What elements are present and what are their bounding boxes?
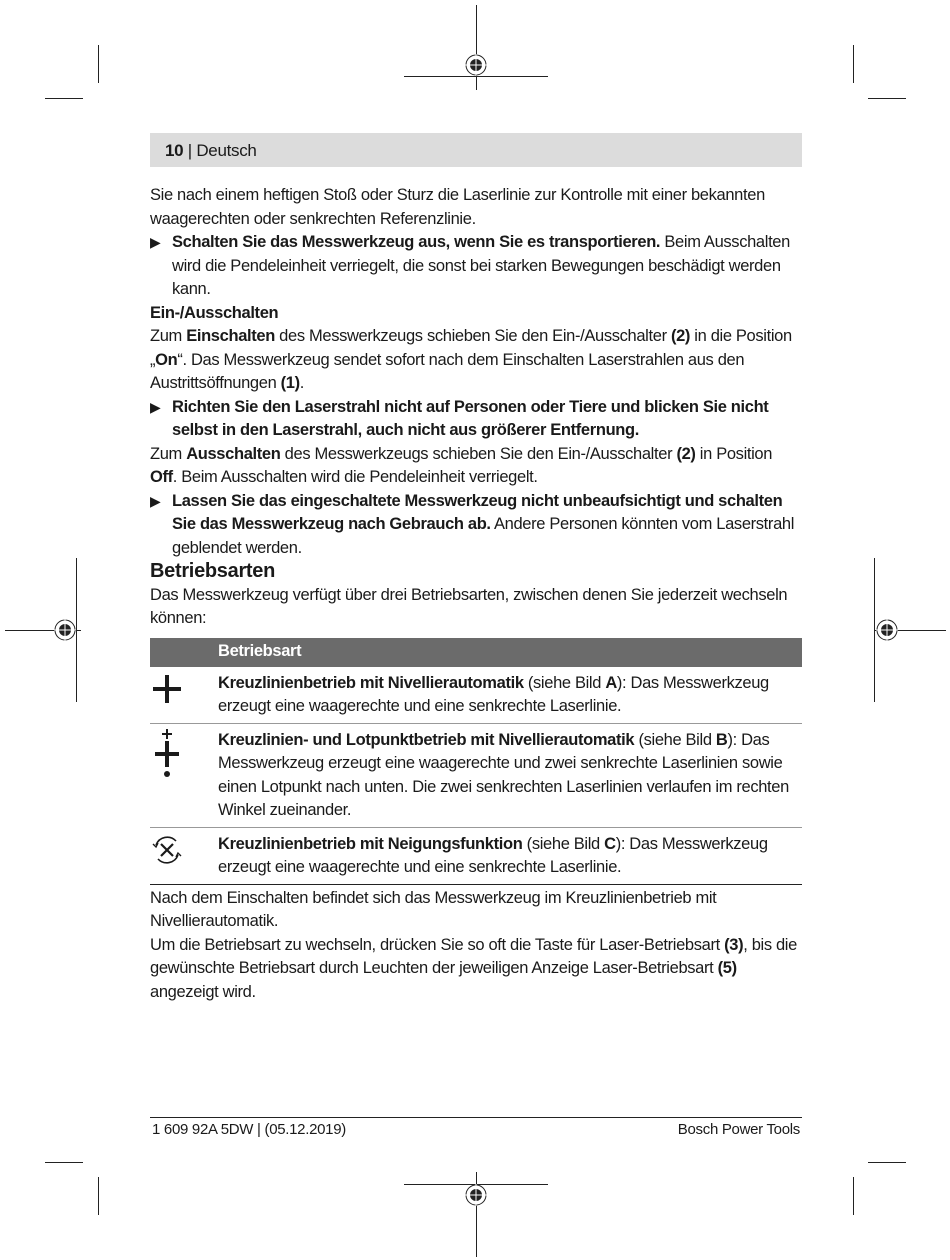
safety-bullet-unattended [150,490,802,561]
tilt-mode-icon [150,833,184,867]
page-number: 10 [165,141,184,160]
bullet-bold-text: Richten Sie den Laserstrahl nicht auf Personen oder Tiere und blicken Sie nicht selbst in den Laserstrahl, auch nicht aus größerer Entfernung. [172,397,769,439]
cross-plumb-icon [150,729,184,781]
modes-intro: Das Messwerkzeug verfügt über drei Betriebsarten, zwischen denen Sie jederzeit wechseln können: [150,585,788,627]
crop-mark [98,1177,99,1215]
crop-mark [45,1162,83,1163]
crop-mark [868,98,906,99]
registration-line [476,5,477,90]
page-header [165,141,257,161]
bullet-text: Andere Personen könnten vom Laserstrahl geblendet werden. [172,515,795,557]
section-subheading: Ein-/Ausschalten [150,303,279,322]
bullet-bold-text: Lassen Sie das eingeschaltete Messwerkzeug nicht unbeaufsichtigt und schalten Sie das Messwerkzeug nach Gebrauch ab. [172,491,783,533]
crop-mark [45,98,83,99]
footer-rule [150,1117,802,1118]
registration-mark-icon [465,1184,487,1206]
registration-mark-icon [465,54,487,76]
table-header: Betriebsart [218,638,802,667]
registration-line [404,76,548,77]
bullet-triangle-icon: ▶ [150,234,161,250]
bullet-bold-text: Schalten Sie das Messwerkzeug aus, wenn Sie es transportieren. [172,233,661,251]
safety-bullet-laser [150,396,802,443]
registration-mark-icon [876,619,898,641]
switch-on-paragraph: Zum Einschalten des Messwerkzeugs schieben Sie den Ein-/Ausschalter (2) in die Position „On“. Das Messwerkzeug sendet sofort nach dem Einschalten Laserstrahlen aus den Austrittsöffnungen (1). [150,327,792,392]
table-header-icon-col [150,638,218,667]
cross-line-icon [150,672,184,706]
section-heading: Betriebsarten [150,560,276,582]
default-mode-paragraph: Nach dem Einschalten befindet sich das Messwerkzeug im Kreuzlinienbetrieb mit Nivellierautomatik. [150,888,717,930]
crop-mark [868,1162,906,1163]
table-row: Kreuzlinienbetrieb mit Nivellierautomatik (siehe Bild A): Das Messwerkzeug erzeugt eine waagerechte und eine senkrechte Laserlinie. [150,667,802,724]
footer-doc-code: 1 609 92A 5DW | (05.12.2019) [152,1121,346,1138]
safety-bullet-transport [150,231,802,302]
continued-paragraph: Sie nach einem heftigen Stoß oder Sturz die Laserlinie zur Kontrolle mit einer bekannten waagerechten oder senkrechten Referenzlinie. [150,186,765,228]
header-separator: | [187,141,192,160]
mode-switch-paragraph: Um die Betriebsart zu wechseln, drücken Sie so oft die Taste für Laser-Betriebsart (3), bis die gewünschte Betriebsart durch Leuchten der jeweiligen Anzeige Laser-Betriebsart (5) angezeigt wird. [150,935,797,1001]
table-row: Kreuzlinienbetrieb mit Neigungsfunktion (siehe Bild C): Das Messwerkzeug erzeugt eine waagerechte und eine senkrechte Laserlinie. [150,827,802,884]
registration-mark-icon [54,619,76,641]
crop-mark [853,1177,854,1215]
modes-table [150,638,802,885]
switch-off-paragraph: Zum Ausschalten des Messwerkzeugs schieben Sie den Ein-/Ausschalter (2) in Position Off. Beim Ausschalten wird die Pendeleinheit verriegelt. [150,444,773,486]
table-row: Kreuzlinien- und Lotpunktbetrieb mit Nivellierautomatik (siehe Bild B): Das Messwerkzeug erzeugt eine waagerechte und zwei senkrechte Laserlinien sowie einen Lotpunkt nach unten. Die zwei senkrechten Laserlinien verlaufen im rechten Winkel zueinander. [150,723,802,827]
crop-mark [98,45,99,83]
bullet-triangle-icon: ▶ [150,492,161,509]
page-content [150,184,802,1004]
footer-brand: Bosch Power Tools [677,1121,800,1138]
crop-mark [853,45,854,83]
bullet-text: Beim Ausschalten wird die Pendeleinheit verriegelt, die sonst bei starken Bewegungen beschädigt werden kann. [172,233,790,298]
bullet-triangle-icon: ▶ [150,398,161,415]
header-language: Deutsch [196,141,257,160]
